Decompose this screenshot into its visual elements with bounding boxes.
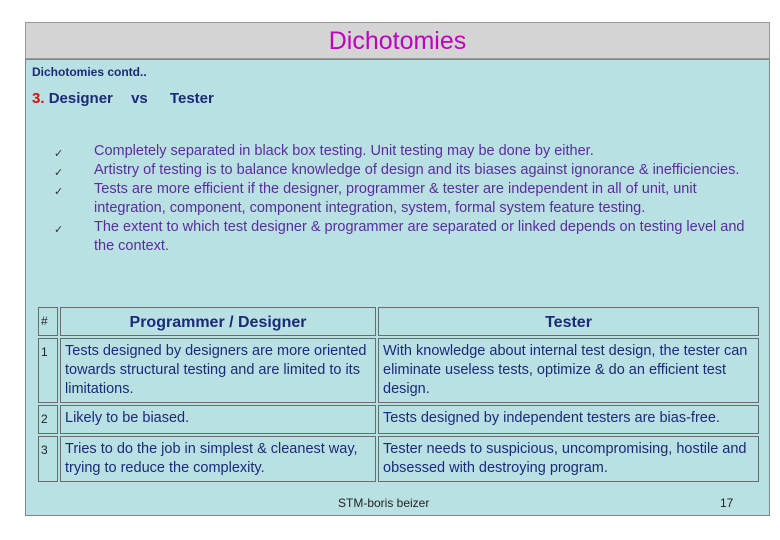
heading-vs: vs xyxy=(131,90,148,107)
table-row xyxy=(38,338,759,403)
slide-title: Dichotomies xyxy=(25,22,770,59)
table-row xyxy=(38,405,759,434)
heading-number: 3. xyxy=(32,90,45,107)
table-header-row xyxy=(38,307,759,336)
footer-text: STM-boris beizer xyxy=(338,496,430,510)
bullet-text: Tests are more efficient if the designer, programmer & tester are independent in all of unit, unit integration, component, component integration, system, formal system feature testing. xyxy=(94,181,697,216)
bullet-text: Completely separated in black box testing. Unit testing may be done by either. xyxy=(94,143,594,159)
heading-designer: Designer xyxy=(48,90,113,107)
row-index: 1 xyxy=(38,338,58,403)
header-programmer-designer: Programmer / Designer xyxy=(60,307,376,336)
cell-tester: Tests designed by independent testers are bias-free. xyxy=(378,405,759,434)
checkmark-icon: ✓ xyxy=(54,224,64,236)
bullet-item xyxy=(54,180,754,218)
bullet-item xyxy=(54,142,754,161)
header-tester: Tester xyxy=(378,307,759,336)
cell-tester: Tester needs to suspicious, uncompromising, hostile and obsessed with destroying program. xyxy=(378,436,759,482)
bullet-text: The extent to which test designer & programmer are separated or linked depends on testing level and the context. xyxy=(94,219,745,254)
row-index: 2 xyxy=(38,405,58,434)
checkmark-icon: ✓ xyxy=(54,186,64,198)
row-index: 3 xyxy=(38,436,58,482)
bullet-item xyxy=(54,218,754,256)
comparison-table xyxy=(36,305,761,484)
header-index: # xyxy=(38,307,58,336)
cell-tester: With knowledge about internal test design, the tester can eliminate useless tests, optimize & do an efficient test design. xyxy=(378,338,759,403)
checkmark-icon: ✓ xyxy=(54,167,64,179)
bullet-list xyxy=(54,142,754,256)
cell-programmer: Likely to be biased. xyxy=(60,405,376,434)
bullet-item xyxy=(54,161,754,180)
cell-programmer: Tests designed by designers are more oriented towards structural testing and are limited to its limitations. xyxy=(60,338,376,403)
slide-content xyxy=(25,59,770,516)
checkmark-icon: ✓ xyxy=(54,148,64,160)
table-row xyxy=(38,436,759,482)
slide-subtitle: Dichotomies contd.. xyxy=(32,65,147,79)
cell-programmer: Tries to do the job in simplest & cleanest way, trying to reduce the complexity. xyxy=(60,436,376,482)
bullet-text: Artistry of testing is to balance knowledge of design and its biases against ignorance & inefficiencies. xyxy=(94,162,740,178)
page-number: 17 xyxy=(720,496,734,510)
heading-tester: Tester xyxy=(169,90,214,107)
section-heading xyxy=(32,90,214,107)
